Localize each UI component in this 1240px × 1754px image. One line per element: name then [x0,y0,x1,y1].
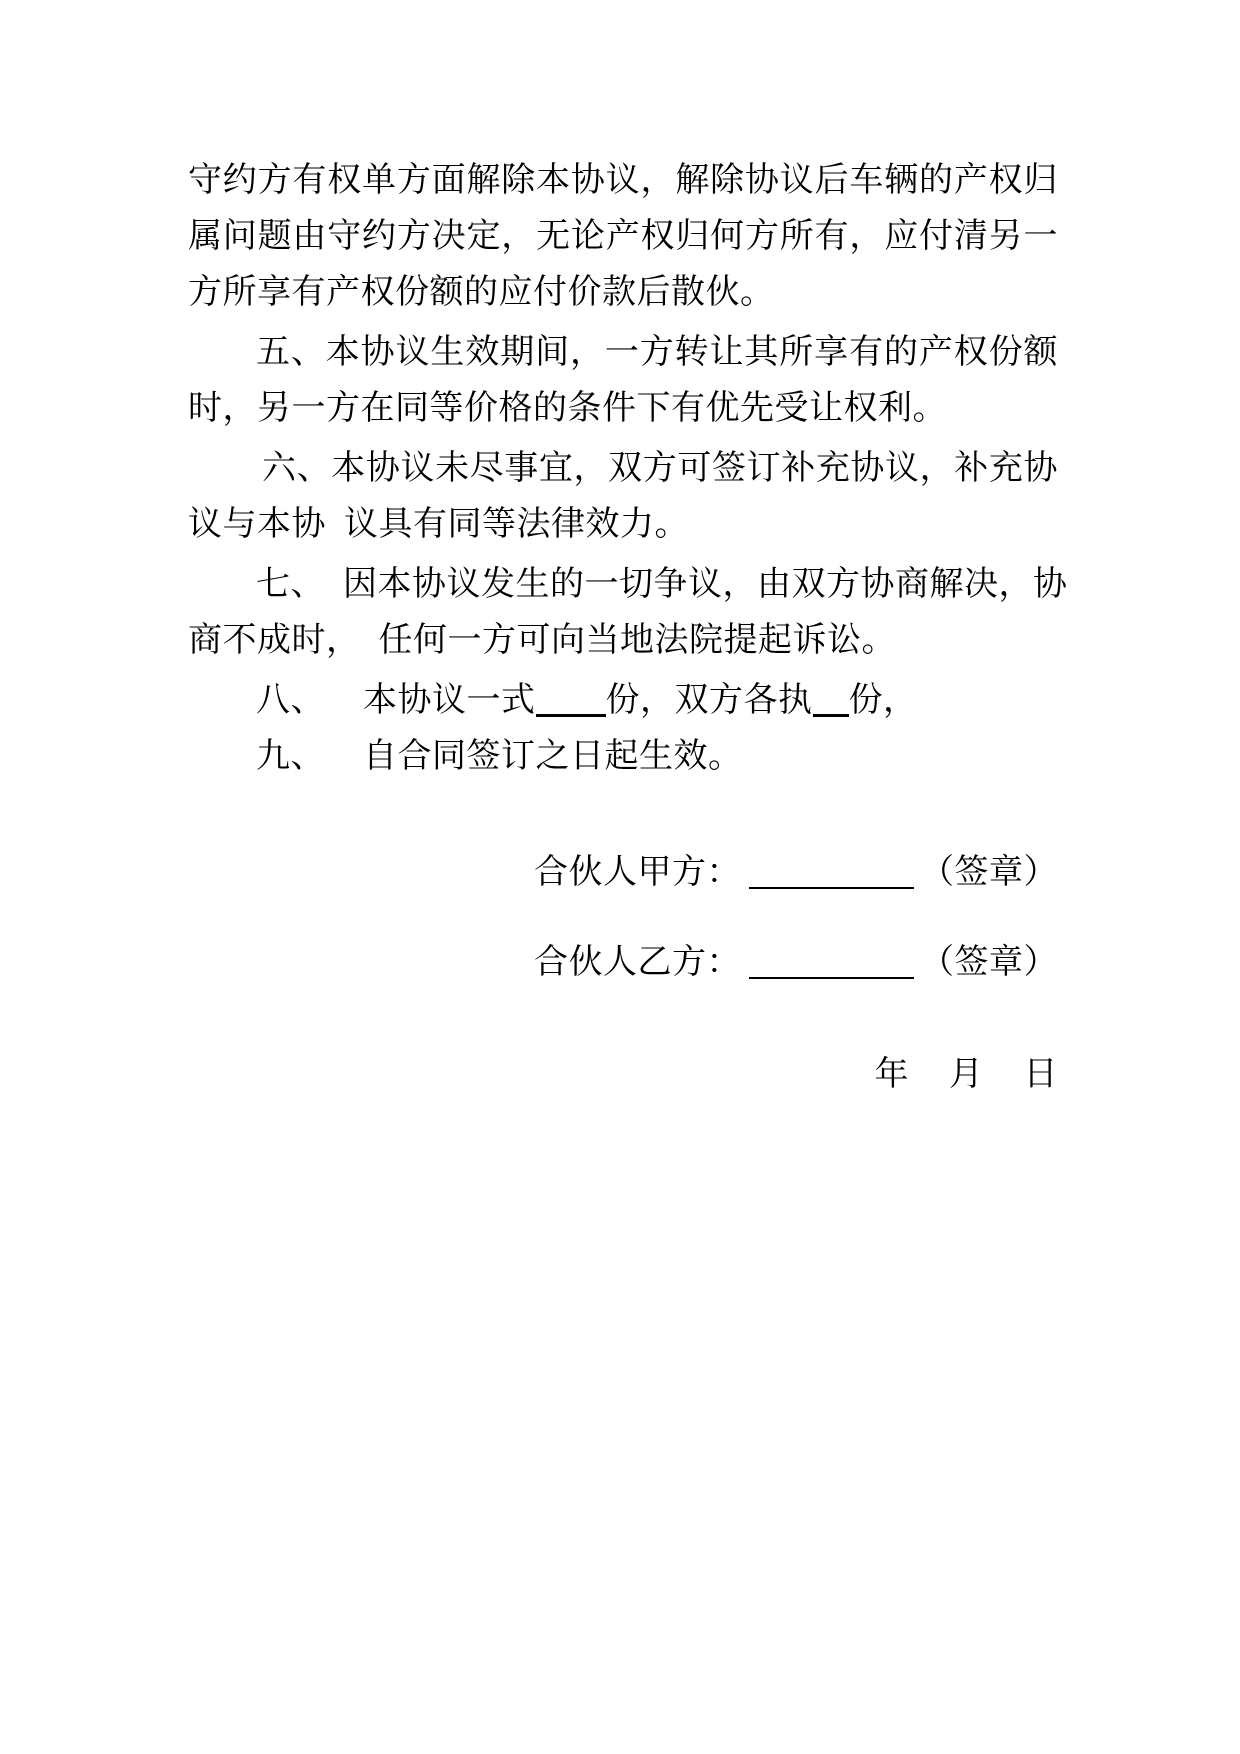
date-row [875,1052,1059,1096]
clause-6-line-1: 六、本协议未尽事宜，双方可签订补充协议，补充协 [262,448,1058,488]
clause-9-text: 自合同签订之日起生效。 [363,736,743,776]
date-year: 年 [874,1054,909,1094]
clause-7-line-1 [256,562,1068,606]
date-month: 月 [949,1054,984,1094]
clause-7-line-2-part-a: 商不成时， [188,620,361,660]
clause-7-number: 七、 [256,564,325,604]
clause-9 [256,734,1058,778]
copies-each-blank[interactable] [813,684,849,717]
party-b-seal-note: （签章） [920,942,1058,982]
party-a-label: 合伙人甲方： [534,852,741,892]
clause-4-continued-line-1: 守约方有权单方面解除本协议，解除协议后车辆的产权归 [188,160,1058,200]
clause-5-line-1: 五、本协议生效期间，一方转让其所享有的产权份额 [256,332,1058,372]
clause-8 [256,678,1058,722]
party-a-signature-blank[interactable] [749,855,914,889]
clause-6-line-2-part-b: 议具有同等法律效力。 [344,504,689,544]
clause-8-number: 八、 [256,680,325,720]
clause-6-line-2 [188,502,1058,546]
clause-8-text-a: 本协议一式 [363,680,536,720]
party-b-signature-row [534,940,1058,984]
party-b-label: 合伙人乙方： [534,942,741,982]
clause-6-line-2-part-a: 议与本协 [188,504,326,544]
clause-7-line-2-part-b: 任何一方可向当地法院提起诉讼。 [378,620,896,660]
date-day: 日 [1023,1054,1058,1094]
clause-4-continued-line-2: 属问题由守约方决定，无论产权归何方所有，应付清另一 [188,216,1058,256]
clause-7-line-2 [188,618,1058,662]
clause-4-continued-line-3: 方所享有产权份额的应付价款后散伙。 [188,272,775,312]
clause-7-line-1-text: 因本协议发生的一切争议，由双方协商解决，协 [343,564,1068,604]
clause-9-number: 九、 [256,736,325,776]
party-b-signature-blank[interactable] [749,945,914,979]
party-a-seal-note: （签章） [920,852,1058,892]
clause-8-text-c: 份， [848,680,918,720]
copies-total-blank[interactable] [536,684,606,717]
clause-8-text-b: 份，双方各执 [605,680,813,720]
party-a-signature-row [534,850,1058,894]
clause-5-line-2: 时，另一方在同等价格的条件下有优先受让权利。 [188,388,947,428]
